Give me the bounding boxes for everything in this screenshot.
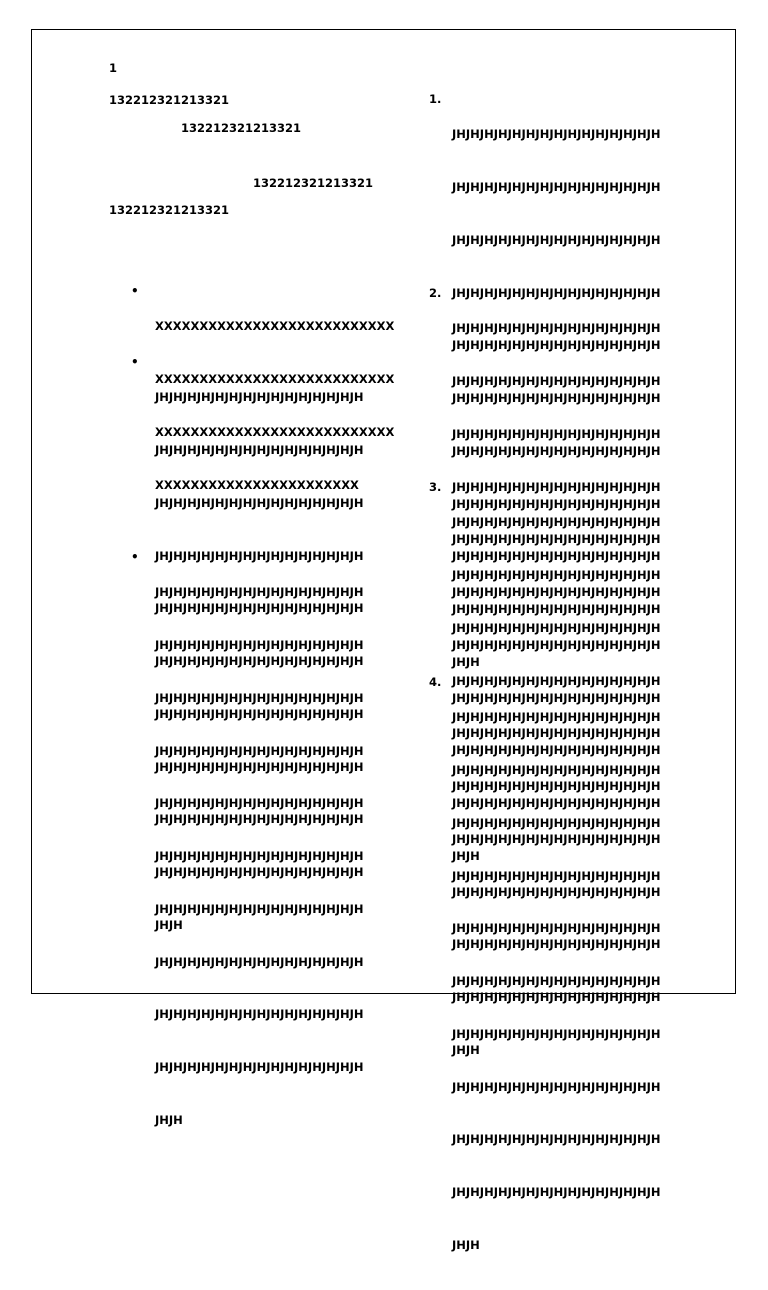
numbered-item-line: JHJHJHJHJHJHJHJHJHJHJHJHJHJHJH xyxy=(452,637,661,652)
numbered-item-line: JHJHJHJHJHJHJHJHJHJHJHJHJHJHJH xyxy=(452,127,661,142)
numbered-item-line: JHJHJHJHJHJHJHJHJHJHJHJHJHJHJH xyxy=(452,567,661,582)
bullet-item-line: JHJHJHJHJHJHJHJHJHJHJHJHJHJHJH xyxy=(155,1007,364,1022)
numbered-item-line: JHJHJHJHJHJHJHJHJHJHJHJHJHJHJH xyxy=(452,391,661,406)
bullet-item-line: XXXXXXXXXXXXXXXXXXXXXXXXXXX xyxy=(155,319,395,334)
number-line-3: 132212321213321 xyxy=(253,176,374,190)
numbered-item-line: JHJHJHJHJHJHJHJHJHJHJHJHJHJHJH xyxy=(452,831,661,846)
numbered-item-4 xyxy=(452,674,661,1290)
bullet-item-3 xyxy=(155,549,364,1165)
numbered-item-line: JHJHJHJHJHJHJHJHJHJHJHJHJHJHJH xyxy=(452,921,661,936)
numbered-item-line: JHJHJHJHJHJHJHJHJHJHJHJHJHJHJH xyxy=(452,549,661,564)
numbered-item-line: JHJHJHJHJHJHJHJHJHJHJHJHJHJHJH xyxy=(452,1079,661,1094)
number-line-4: 132212321213321 xyxy=(109,203,230,217)
bullet-item-line: JHJHJHJHJHJHJHJHJHJHJHJHJHJHJH xyxy=(155,812,364,827)
bullet-item-line: JHJHJHJHJHJHJHJHJHJHJHJHJHJHJH xyxy=(155,637,364,652)
numbered-item-line: JHJHJHJHJHJHJHJHJHJHJHJHJHJHJH xyxy=(452,1132,661,1147)
numbered-item-line: JHJHJHJHJHJHJHJHJHJHJHJHJHJHJH xyxy=(452,479,661,494)
numbered-item-line: JHJHJHJHJHJHJHJHJHJHJHJHJHJHJH xyxy=(452,868,661,883)
bullet-item-line: JHJHJHJHJHJHJHJHJHJHJHJHJHJHJH xyxy=(155,585,364,600)
numbered-marker: 3. xyxy=(429,480,442,494)
numbered-item-line: JHJHJHJHJHJHJHJHJHJHJHJHJHJHJH xyxy=(452,710,661,725)
bullet-item-line: XXXXXXXXXXXXXXXXXXXXXXXXXXX xyxy=(155,371,395,386)
numbered-item-line: JHJHJHJHJHJHJHJHJHJHJHJHJHJHJH xyxy=(452,515,661,530)
bullet-item-line: JHJHJHJHJHJHJHJHJHJHJHJHJHJHJH xyxy=(155,442,364,457)
numbered-item-line: JHJHJHJHJHJHJHJHJHJHJHJHJHJHJH xyxy=(452,726,661,741)
bullet-item-line: JHJHJHJHJHJHJHJHJHJHJHJHJHJHJH xyxy=(155,759,364,774)
bullet-item-line: JHJHJHJHJHJHJHJHJHJHJHJHJHJHJH xyxy=(155,901,364,916)
numbered-marker: 4. xyxy=(429,675,442,689)
bullet-marker: • xyxy=(131,284,139,298)
bullet-marker: • xyxy=(131,550,139,564)
numbered-item-line: JHJHJHJHJHJHJHJHJHJHJHJHJHJHJH xyxy=(452,974,661,989)
bullet-item-line: JHJHJHJHJHJHJHJHJHJHJHJHJHJHJH xyxy=(155,654,364,669)
numbered-item-line: JHJHJHJHJHJHJHJHJHJHJHJHJHJHJH xyxy=(452,426,661,441)
numbered-item-line: JHJHJHJHJHJHJHJHJHJHJHJHJHJHJH xyxy=(452,373,661,388)
bullet-item-line: JHJH xyxy=(155,918,183,932)
numbered-item-line: JHJHJHJHJHJHJHJHJHJHJHJHJHJHJH xyxy=(452,321,661,336)
numbered-marker: 2. xyxy=(429,286,442,300)
numbered-item-line: JHJHJHJHJHJHJHJHJHJHJHJHJHJHJH xyxy=(452,443,661,458)
bullet-item-line: JHJHJHJHJHJHJHJHJHJHJHJHJHJHJH xyxy=(155,1060,364,1075)
bullet-item-line: XXXXXXXXXXXXXXXXXXXXXXX xyxy=(155,477,359,492)
numbered-item-line: JHJHJHJHJHJHJHJHJHJHJHJHJHJHJH xyxy=(452,990,661,1005)
numbered-marker: 1. xyxy=(429,92,442,106)
numbered-item-line: JHJHJHJHJHJHJHJHJHJHJHJHJHJHJH xyxy=(452,884,661,899)
numbered-item-line: JHJHJHJHJHJHJHJHJHJHJHJHJHJHJH xyxy=(452,232,661,247)
bullet-item-line: JHJH xyxy=(155,1113,183,1127)
numbered-item-line: JHJHJHJHJHJHJHJHJHJHJHJHJHJHJH xyxy=(452,796,661,811)
numbered-item-line: JHJHJHJHJHJHJHJHJHJHJHJHJHJHJH xyxy=(452,1185,661,1200)
bullet-item-line: JHJHJHJHJHJHJHJHJHJHJHJHJHJHJH xyxy=(155,690,364,705)
bullet-item-line: JHJHJHJHJHJHJHJHJHJHJHJHJHJHJH xyxy=(155,495,364,510)
numbered-item-line: JHJHJHJHJHJHJHJHJHJHJHJHJHJHJH xyxy=(452,937,661,952)
bullet-item-line: JHJHJHJHJHJHJHJHJHJHJHJHJHJHJH xyxy=(155,865,364,880)
bullet-item-line: JHJHJHJHJHJHJHJHJHJHJHJHJHJHJH xyxy=(155,706,364,721)
page-number: 1 xyxy=(109,61,118,75)
numbered-item-line: JHJH xyxy=(452,655,480,669)
bullet-item-line: JHJHJHJHJHJHJHJHJHJHJHJHJHJHJH xyxy=(155,390,364,405)
numbered-item-line: JHJHJHJHJHJHJHJHJHJHJHJHJHJHJH xyxy=(452,602,661,617)
bullet-item-line: JHJHJHJHJHJHJHJHJHJHJHJHJHJHJH xyxy=(155,548,364,563)
number-line-1: 132212321213321 xyxy=(109,93,230,107)
numbered-item-line: JHJHJHJHJHJHJHJHJHJHJHJHJHJHJH xyxy=(452,690,661,705)
numbered-item-line: JHJHJHJHJHJHJHJHJHJHJHJHJHJHJH xyxy=(452,532,661,547)
numbered-item-line: JHJH xyxy=(452,1043,480,1057)
numbered-item-line: JHJH xyxy=(452,849,480,863)
numbered-item-line: JHJHJHJHJHJHJHJHJHJHJHJHJHJHJH xyxy=(452,496,661,511)
bullet-item-line: XXXXXXXXXXXXXXXXXXXXXXXXXXX xyxy=(155,424,395,439)
numbered-item-line: JHJHJHJHJHJHJHJHJHJHJHJHJHJHJH xyxy=(452,1026,661,1041)
bullet-marker: • xyxy=(131,355,139,369)
numbered-item-line: JHJHJHJHJHJHJHJHJHJHJHJHJHJHJH xyxy=(452,285,661,300)
numbered-item-line: JHJHJHJHJHJHJHJHJHJHJHJHJHJHJH xyxy=(452,815,661,830)
number-line-2: 132212321213321 xyxy=(181,121,302,135)
numbered-item-line: JHJHJHJHJHJHJHJHJHJHJHJHJHJHJH xyxy=(452,338,661,353)
bullet-item-line: JHJHJHJHJHJHJHJHJHJHJHJHJHJHJH xyxy=(155,954,364,969)
bullet-item-line: JHJHJHJHJHJHJHJHJHJHJHJHJHJHJH xyxy=(155,796,364,811)
numbered-item-line: JHJHJHJHJHJHJHJHJHJHJHJHJHJHJH xyxy=(452,620,661,635)
numbered-item-line: JHJHJHJHJHJHJHJHJHJHJHJHJHJHJH xyxy=(452,673,661,688)
numbered-item-line: JHJHJHJHJHJHJHJHJHJHJHJHJHJHJH xyxy=(452,585,661,600)
numbered-item-line: JHJHJHJHJHJHJHJHJHJHJHJHJHJHJH xyxy=(452,762,661,777)
bullet-item-line: JHJHJHJHJHJHJHJHJHJHJHJHJHJHJH xyxy=(155,743,364,758)
numbered-item-line: JHJHJHJHJHJHJHJHJHJHJHJHJHJHJH xyxy=(452,179,661,194)
numbered-item-line: JHJHJHJHJHJHJHJHJHJHJHJHJHJHJH xyxy=(452,743,661,758)
bullet-item-line: JHJHJHJHJHJHJHJHJHJHJHJHJHJHJH xyxy=(155,849,364,864)
bullet-item-line: JHJHJHJHJHJHJHJHJHJHJHJHJHJHJH xyxy=(155,601,364,616)
numbered-item-line: JHJH xyxy=(452,1238,480,1252)
numbered-item-line: JHJHJHJHJHJHJHJHJHJHJHJHJHJHJH xyxy=(452,779,661,794)
